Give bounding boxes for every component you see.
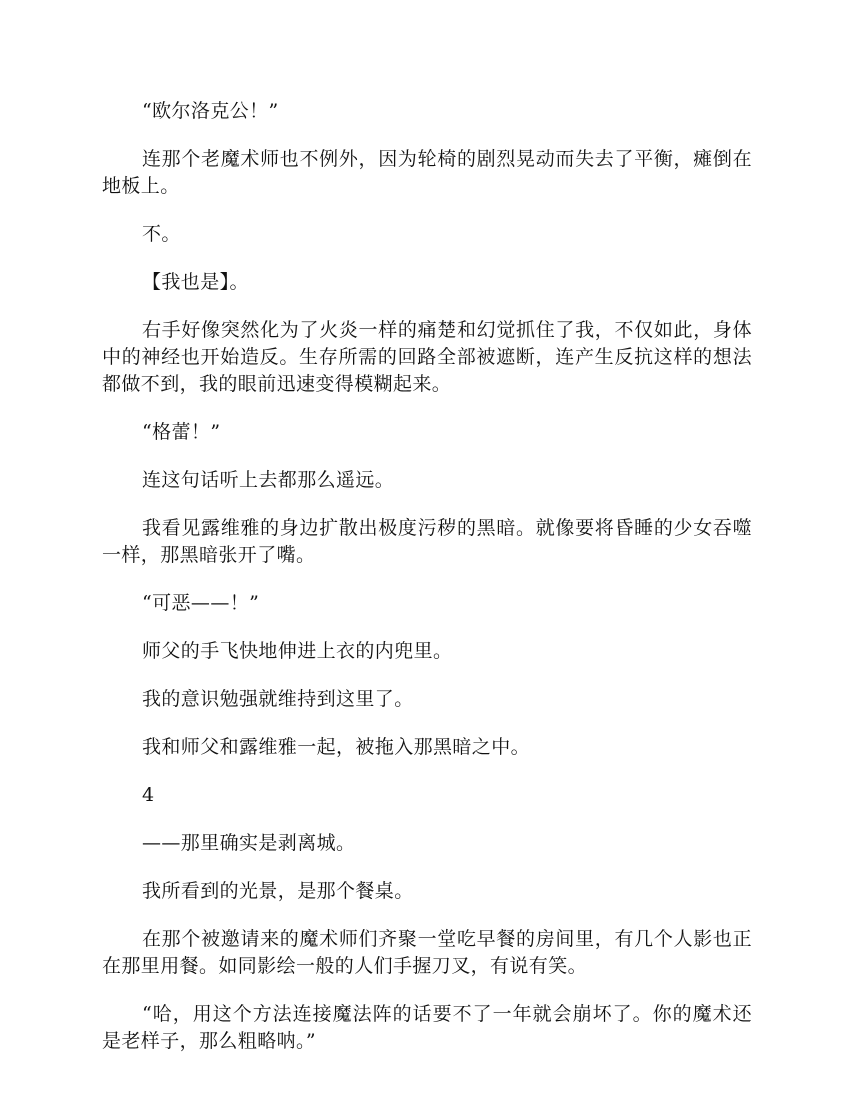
paragraph: 在那个被邀请来的魔术师们齐聚一堂吃早餐的房间里，有几个人影也正在那里用餐。如同影绘一般的人们手握刀叉，有说有笑。 (102, 928, 752, 977)
paragraph: 右手好像突然化为了火炎一样的痛楚和幻觉抓住了我，不仅如此，身体中的神经也开始造反。生存所需的回路全部被遮断，连产生反抗这样的想法都做不到，我的眼前迅速变得模糊起来。 (102, 319, 752, 395)
paragraph: 不。 (142, 223, 181, 245)
body-text (102, 98, 752, 1076)
paragraph: 连这句话听上去都那么遥远。 (142, 469, 395, 491)
paragraph: 我的意识勉强就维持到这里了。 (142, 688, 414, 710)
paragraph: “格蕾！” (142, 421, 221, 443)
paragraph: “欧尔洛克公！” (142, 100, 279, 122)
paragraph: “哈，用这个方法连接魔法阵的话要不了一年就会崩坏了。你的魔术还是老样子，那么粗略呐。” (102, 1003, 752, 1052)
paragraph: “可恶——！” (142, 592, 260, 614)
paragraph: 连那个老魔术师也不例外，因为轮椅的剧烈晃动而失去了平衡，瘫倒在地板上。 (102, 148, 752, 197)
paragraph: 我所看到的光景，是那个餐桌。 (142, 880, 414, 902)
section-number: 4 (142, 784, 155, 806)
paragraph: 师父的手飞快地伸进上衣的内兜里。 (142, 640, 453, 662)
paragraph: ——那里确实是剥离城。 (142, 832, 356, 854)
paragraph: 我看见露维雅的身边扩散出极度污秽的黑暗。就像要将昏睡的少女吞噬一样，那黑暗张开了嘴。 (102, 517, 752, 566)
paragraph: 我和师父和露维雅一起，被拖入那黑暗之中。 (142, 736, 531, 758)
paragraph: 【我也是】。 (142, 271, 249, 293)
